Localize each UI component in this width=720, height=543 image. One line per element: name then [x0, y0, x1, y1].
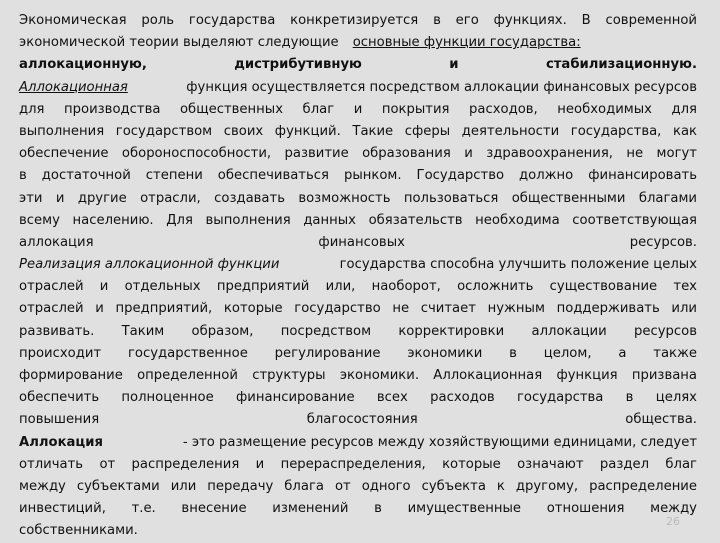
slide-text [19, 10, 697, 543]
text-line: развивать. Таким образом, посредством корректировки аллокации ресурсов [19, 323, 697, 339]
text-line: отраслей и предприятий, которые государство не считает нужным поддерживать или [19, 301, 697, 317]
text-line: в достаточной степени обеспечиваться рынком. Государство должно финансировать [19, 168, 697, 184]
text-line: всему населению. Для выполнения данных обязательств необходима соответствующая [19, 212, 697, 228]
text-line: повышения благосостояния общества. [19, 412, 697, 428]
text-line: выполнения государством своих функций. Такие сферы деятельности государства, как [19, 123, 697, 139]
text-line: Реализация аллокационной функции государства способна улучшить положение целых [19, 254, 697, 276]
functions-list: аллокационную, дистрибутивную и стабилизационную. [19, 57, 697, 73]
text-line: инвестиций, т.е. внесение изменений в имущественные отношения между [19, 501, 697, 517]
text-line: для производства общественных благ и покрытия расходов, необходимых для [19, 101, 697, 117]
text-line: Аллокационная функция осуществляется посредством аллокации финансовых ресурсов [19, 77, 697, 99]
term-allocation-definition: Аллокация [19, 434, 103, 450]
underlined-phrase: основные функции государства: [352, 35, 581, 51]
term-allocation: Аллокационная [19, 79, 128, 95]
text-line: Экономическая роль государства конкретизируется в его функциях. В современной [19, 13, 697, 28]
text-line: формирование определенной структуры экономики. Аллокационная функция призвана [19, 368, 697, 383]
text-line: обеспечение обороноспособности, развитие образования и здравоохранения, не могут [19, 146, 697, 162]
text-line: происходит государственное регулирование экономики в целом, а также [19, 345, 697, 361]
text-line: аллокация финансовых ресурсов. [19, 234, 697, 250]
slide-number: 26 [666, 515, 680, 528]
text-line: эти и другие отрасли, создавать возможность пользоваться общественными благами [19, 190, 697, 206]
text-line: отраслей и отдельных предприятий или, наоборот, осложнить существование тех [19, 279, 697, 295]
text-line: Аллокация - это размещение ресурсов между хозяйствующими единицами, следует [19, 432, 697, 454]
text-line: обеспечить полноценное финансирование всех расходов государства в целях [19, 390, 697, 406]
text-line: между субъектами или передачу блага от одного субъекта к другому, распределение [19, 478, 697, 494]
italic-phrase: Реализация аллокационной функции [19, 257, 280, 273]
text-line: собственниками. [19, 523, 138, 539]
text-line: экономической теории выделяют следующие основные функции государства: [19, 35, 581, 51]
text-line: отличать от распределения и перераспределения, которые означают раздел благ [19, 456, 697, 472]
